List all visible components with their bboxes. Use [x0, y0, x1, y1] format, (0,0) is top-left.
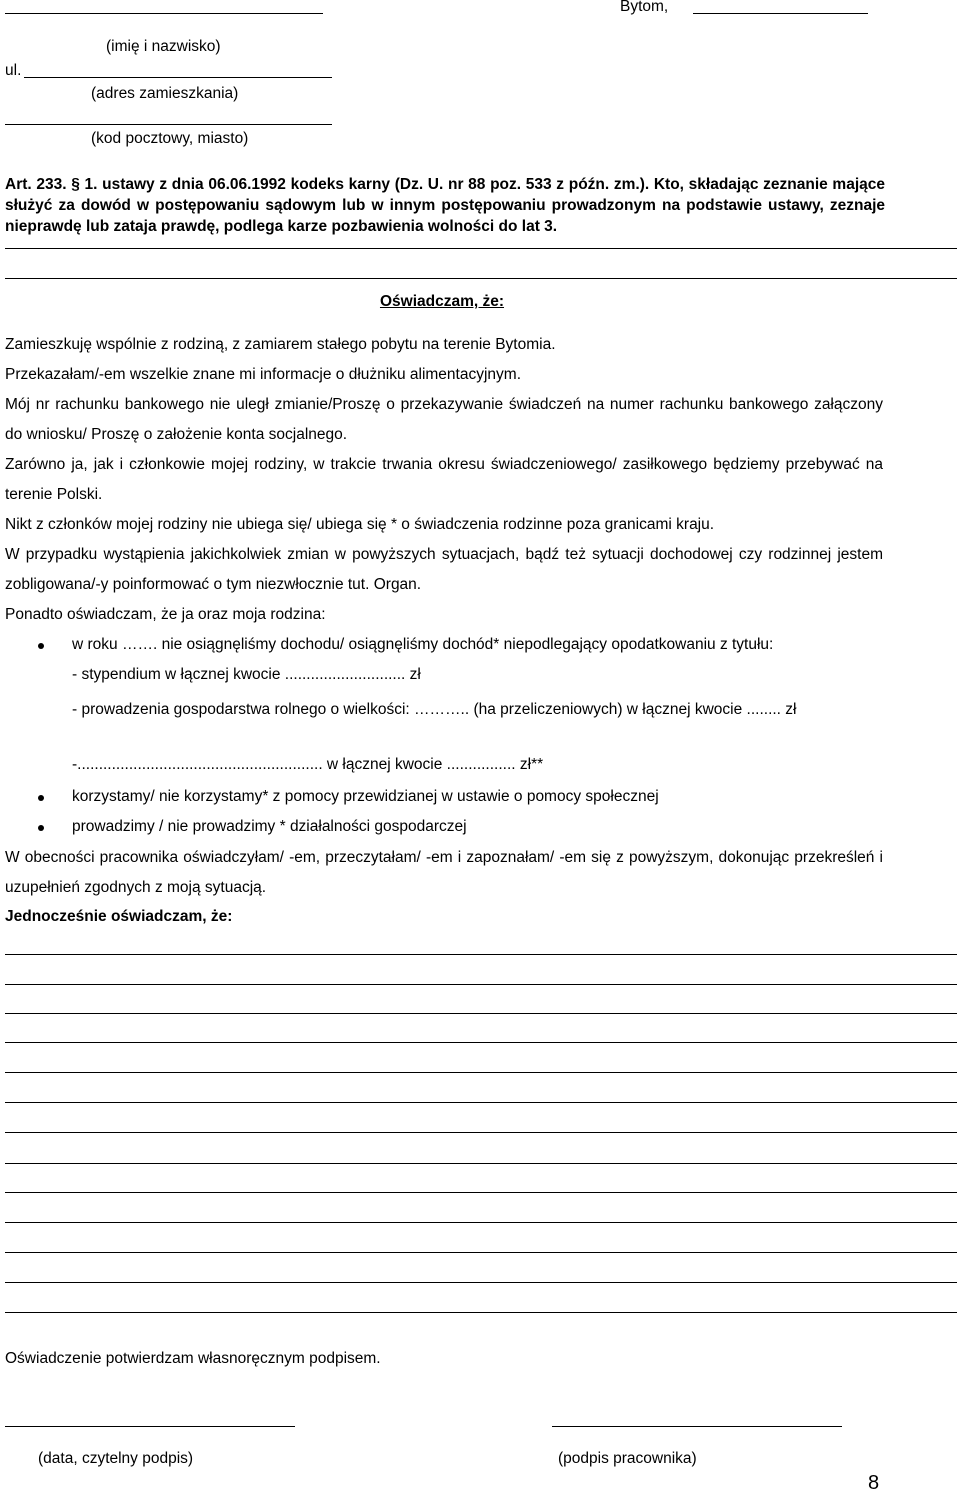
postal-line	[5, 124, 332, 125]
fill-line[interactable]	[5, 1282, 957, 1283]
bullet-dot	[38, 643, 44, 649]
place-label: Bytom,	[620, 0, 669, 15]
bullet-income: w roku ……. nie osiągnęliśmy dochodu/ osiągnęliśmy dochód* niepodlegający opodatkowaniu z tytułu:	[72, 636, 774, 653]
applicant-signature-caption: (data, czytelny podpis)	[38, 1450, 194, 1467]
address-line	[24, 77, 332, 78]
additional-title: Jednocześnie oświadczam, że:	[5, 908, 233, 925]
statement-furthermore: Ponadto oświadczam, że ja oraz moja rodzina:	[5, 606, 326, 623]
date-line	[693, 13, 868, 14]
fill-line[interactable]	[5, 1192, 957, 1193]
bullet-dot	[38, 825, 44, 831]
fill-line[interactable]	[5, 984, 957, 985]
fill-line[interactable]	[5, 1222, 957, 1223]
fill-line[interactable]	[5, 1163, 957, 1164]
statement-notify-changes: W przypadku wystąpienia jakichkolwiek zmian w powyższych sytuacjach, bądź też sytuacji dochodowej czy rodzinnej jestem zobligowana/-y poinformować o tym niezwłocznie tut. Organ.	[5, 546, 883, 593]
statement-stay-in-poland: Zarówno ja, jak i członkowie mojej rodziny, w trakcie trwania okresu świadczeniowego/ zasiłkowego będziemy przebywać na terenie Polski.	[5, 456, 883, 503]
separator-line-1	[5, 248, 957, 249]
employee-signature-caption: (podpis pracownika)	[558, 1450, 697, 1467]
bullet-business: prowadzimy / nie prowadzimy * działalności gospodarczej	[72, 818, 467, 835]
name-line	[5, 13, 323, 14]
postal-caption: (kod pocztowy, miasto)	[91, 130, 249, 147]
fill-line[interactable]	[5, 954, 957, 955]
presence-statement: W obecności pracownika oświadczyłam/ -em, przeczytałam/ -em i zapoznałam/ -em się z powyższym, dokonując przekreśleń i uzupełnień zgodnych z moją sytuacją.	[5, 849, 883, 896]
statement-foreign-benefits: Nikt z członków mojej rodziny nie ubiega się/ ubiega się * o świadczenia rodzinne poza granicami kraju.	[5, 516, 715, 533]
legal-notice: Art. 233. § 1. ustawy z dnia 06.06.1992 kodeks karny (Dz. U. nr 88 poz. 533 z późn. zm.). Kto, składając zeznanie mające służyć za dowód w postępowaniu sądowym lub w innym postępowaniu prowadzonym na podstawie ustawy, zeznaje nieprawdę lub zataja prawdę, podlega karze pozbawienia wolności do lat 3.	[5, 176, 885, 235]
fill-line[interactable]	[5, 1312, 957, 1313]
statement-debtor-info: Przekazałam/-em wszelkie znane mi informacje o dłużniku alimentacyjnym.	[5, 366, 521, 383]
employee-signature-line[interactable]	[552, 1426, 842, 1427]
applicant-signature-line[interactable]	[5, 1426, 295, 1427]
fill-line[interactable]	[5, 1013, 957, 1014]
name-caption: (imię i nazwisko)	[106, 38, 221, 55]
declaration-title: Oświadczam, że:	[379, 293, 505, 310]
statement-bank-account: Mój nr rachunku bankowego nie uległ zmianie/Proszę o przekazywanie świadczeń na numer rachunku bankowego załączony do wniosku/ Proszę o założenie konta socjalnego.	[5, 396, 883, 443]
bullet-other: -......................................................... w łącznej kwocie ................ zł**	[72, 756, 544, 773]
fill-line[interactable]	[5, 1132, 957, 1133]
fill-line[interactable]	[5, 1252, 957, 1253]
bullet-stipend: - stypendium w łącznej kwocie ............................ zł	[72, 666, 421, 683]
bullet-assistance: korzystamy/ nie korzystamy* z pomocy przewidzianej w ustawie o pomocy społecznej	[72, 788, 659, 805]
fill-line[interactable]	[5, 1102, 957, 1103]
address-caption: (adres zamieszkania)	[91, 85, 239, 102]
page-number: 8	[868, 1472, 880, 1494]
statement-residence: Zamieszkuję wspólnie z rodziną, z zamiarem stałego pobytu na terenie Bytomia.	[5, 336, 556, 353]
bullet-farm: - prowadzenia gospodarstwa rolnego o wielkości: ……….. (ha przeliczeniowych) w łącznej kwocie ........ zł	[72, 701, 797, 718]
bullet-dot	[38, 795, 44, 801]
fill-line[interactable]	[5, 1072, 957, 1073]
confirmation-text: Oświadczenie potwierdzam własnoręcznym podpisem.	[5, 1350, 381, 1367]
fill-line[interactable]	[5, 1042, 957, 1043]
separator-line-2	[5, 278, 957, 279]
street-prefix: ul.	[5, 62, 22, 79]
